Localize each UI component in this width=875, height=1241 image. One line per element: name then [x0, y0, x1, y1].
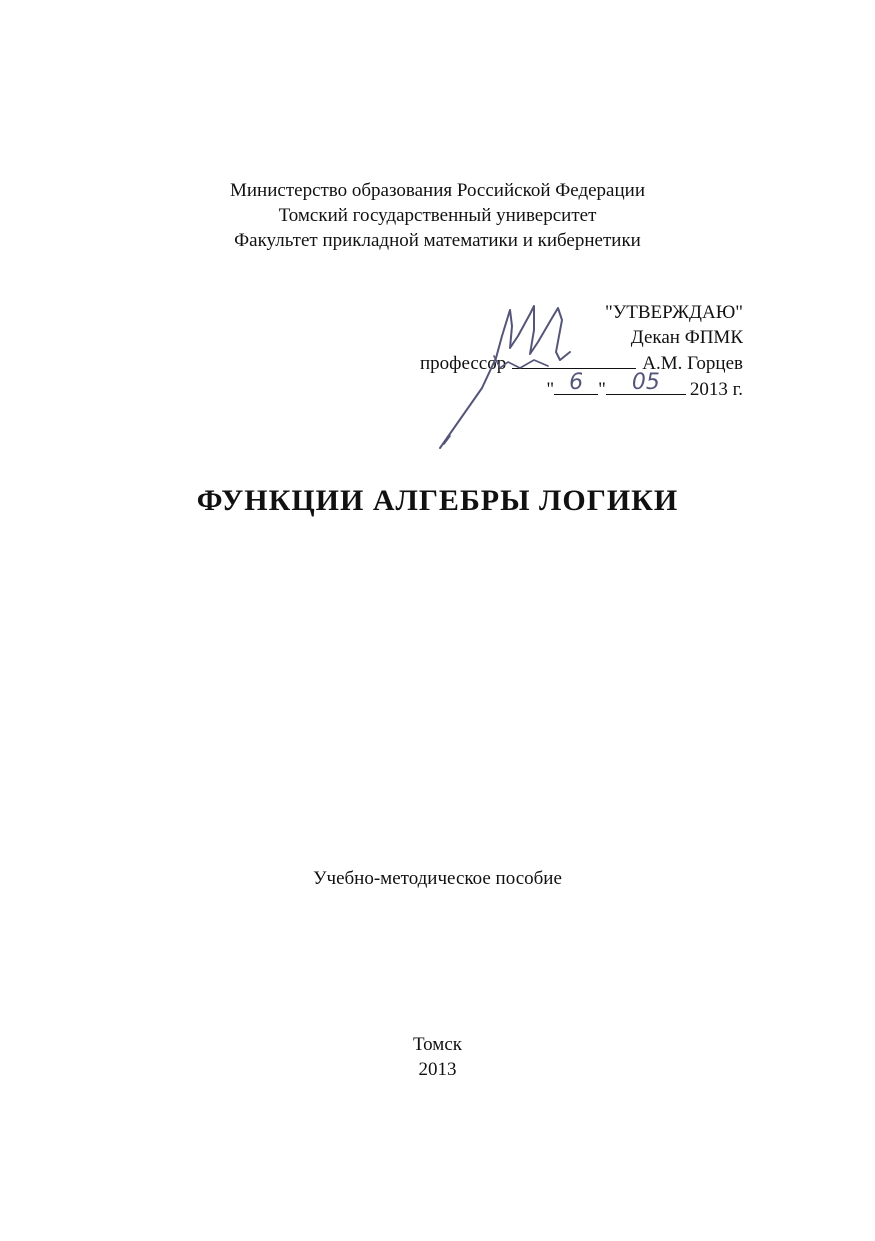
document-type: Учебно-методическое пособие — [313, 868, 562, 889]
date-month-blank — [606, 370, 686, 395]
university-line: Томский государственный университет — [278, 205, 597, 226]
date-line — [420, 370, 743, 402]
publication-info — [0, 1032, 875, 1082]
approver-name: А.М. Горцев — [642, 353, 743, 374]
approver-rank: профессор — [419, 353, 507, 374]
approval-stamp: "УТВЕРЖДАЮ" — [605, 302, 743, 323]
publication-year: 2013 — [418, 1059, 457, 1080]
approval-block — [420, 300, 743, 402]
date-day: 6 — [569, 370, 584, 395]
document-title: ФУНКЦИИ АЛГЕБРЫ ЛОГИКИ — [196, 484, 679, 517]
date-quote-close: " — [598, 379, 606, 400]
institution-header — [0, 178, 875, 253]
approver-position: Декан ФПМК — [630, 327, 743, 348]
date-month: 05 — [631, 370, 660, 395]
signature-blank — [512, 350, 636, 369]
publication-city: Томск — [412, 1034, 462, 1055]
date-year: 2013 г. — [689, 379, 743, 400]
date-quote-open: " — [546, 379, 555, 400]
date-day-blank — [554, 370, 598, 395]
faculty-line: Факультет прикладной математики и кибернетики — [234, 230, 641, 251]
ministry-line: Министерство образования Российской Федерации — [230, 180, 645, 201]
